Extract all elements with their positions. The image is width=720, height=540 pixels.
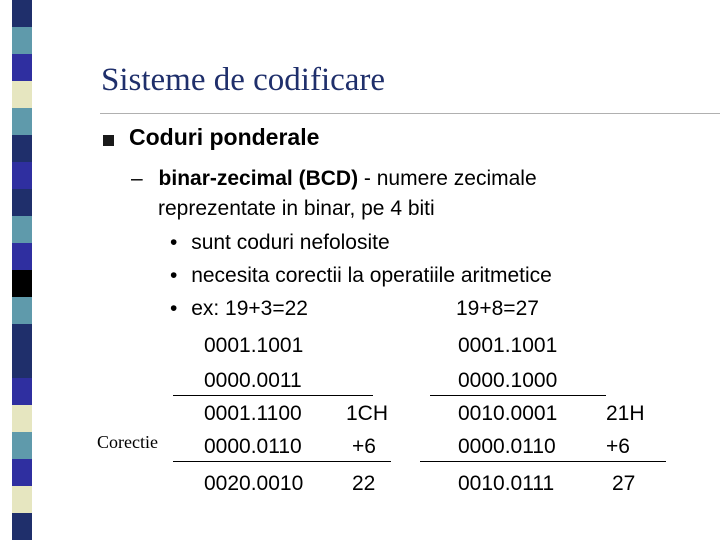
calc-right-note-hex: 21H xyxy=(606,402,645,425)
calc-right-row-3: 0010.0001 xyxy=(458,402,558,425)
calc-left-row-5: 0020.0010 xyxy=(204,472,304,495)
stripe-block xyxy=(12,135,32,162)
calc-right-row-1: 0001.1001 xyxy=(458,334,558,357)
calc-left-sum-line xyxy=(173,395,373,396)
calc-right-row-2: 0000.1000 xyxy=(458,369,558,392)
point-text: necesita corectii la operatiile aritmetice xyxy=(191,264,552,287)
stripe-block xyxy=(12,270,32,297)
calc-left-note-hex: 1CH xyxy=(346,402,389,425)
decorative-stripe xyxy=(12,0,32,540)
stripe-block xyxy=(12,0,32,27)
calc-right-note-plus6: +6 xyxy=(606,435,630,458)
stripe-block xyxy=(12,378,32,405)
corectie-label: Corectie xyxy=(97,432,158,452)
dash-marker: – xyxy=(131,167,143,190)
calc-right-row-4: 0000.0110 xyxy=(458,435,556,458)
dot-bullet-icon: • xyxy=(170,297,178,320)
point-text: sunt coduri nefolosite xyxy=(191,231,390,254)
stripe-block xyxy=(12,108,32,135)
stripe-block xyxy=(12,27,32,54)
subbullet-bcd-line2: reprezentate in binar, pe 4 biti xyxy=(158,197,435,220)
calc-left-row-4: 0000.0110 xyxy=(204,435,302,458)
stripe-block xyxy=(12,297,32,324)
stripe-block xyxy=(12,216,32,243)
bullet-coduri-ponderale: Coduri ponderale xyxy=(129,124,320,150)
dot-bullet-icon: • xyxy=(170,264,178,287)
bcd-term: binar-zecimal (BCD) xyxy=(158,167,359,190)
calc-left-note-plus6: +6 xyxy=(352,435,376,458)
stripe-block xyxy=(12,162,32,189)
point-corectii xyxy=(170,261,552,291)
calc-left-correction-line xyxy=(173,461,391,462)
calc-right-sum-line xyxy=(430,395,606,396)
stripe-block xyxy=(12,351,32,378)
calc-left-row-2: 0000.0011 xyxy=(204,369,302,392)
calc-right-row-5: 0010.0111 xyxy=(458,472,555,495)
calc-left-note-result: 22 xyxy=(352,472,376,495)
bcd-description: - numere zecimale xyxy=(358,167,537,190)
dot-bullet-icon: • xyxy=(170,231,178,254)
example-2-header: 19+8=27 xyxy=(456,297,539,320)
subbullet-bcd-line1 xyxy=(131,164,537,194)
square-bullet-icon xyxy=(103,135,114,146)
calc-left-row-1: 0001.1001 xyxy=(204,334,304,357)
stripe-block xyxy=(12,405,32,432)
point-example xyxy=(170,294,308,324)
stripe-block xyxy=(12,243,32,270)
stripe-block xyxy=(12,189,32,216)
stripe-block xyxy=(12,513,32,540)
point-coduri-nefolosite xyxy=(170,228,390,258)
slide-title: Sisteme de codificare xyxy=(101,62,386,98)
calc-left-row-3: 0001.1100 xyxy=(204,402,302,425)
stripe-block xyxy=(12,324,32,351)
stripe-block xyxy=(12,54,32,81)
stripe-block xyxy=(12,81,32,108)
title-divider xyxy=(100,113,720,114)
point-text: ex: 19+3=22 xyxy=(191,297,308,320)
calc-right-note-result: 27 xyxy=(612,472,636,495)
stripe-block xyxy=(12,459,32,486)
calc-right-correction-line xyxy=(420,461,666,462)
stripe-block xyxy=(12,486,32,513)
stripe-block xyxy=(12,432,32,459)
